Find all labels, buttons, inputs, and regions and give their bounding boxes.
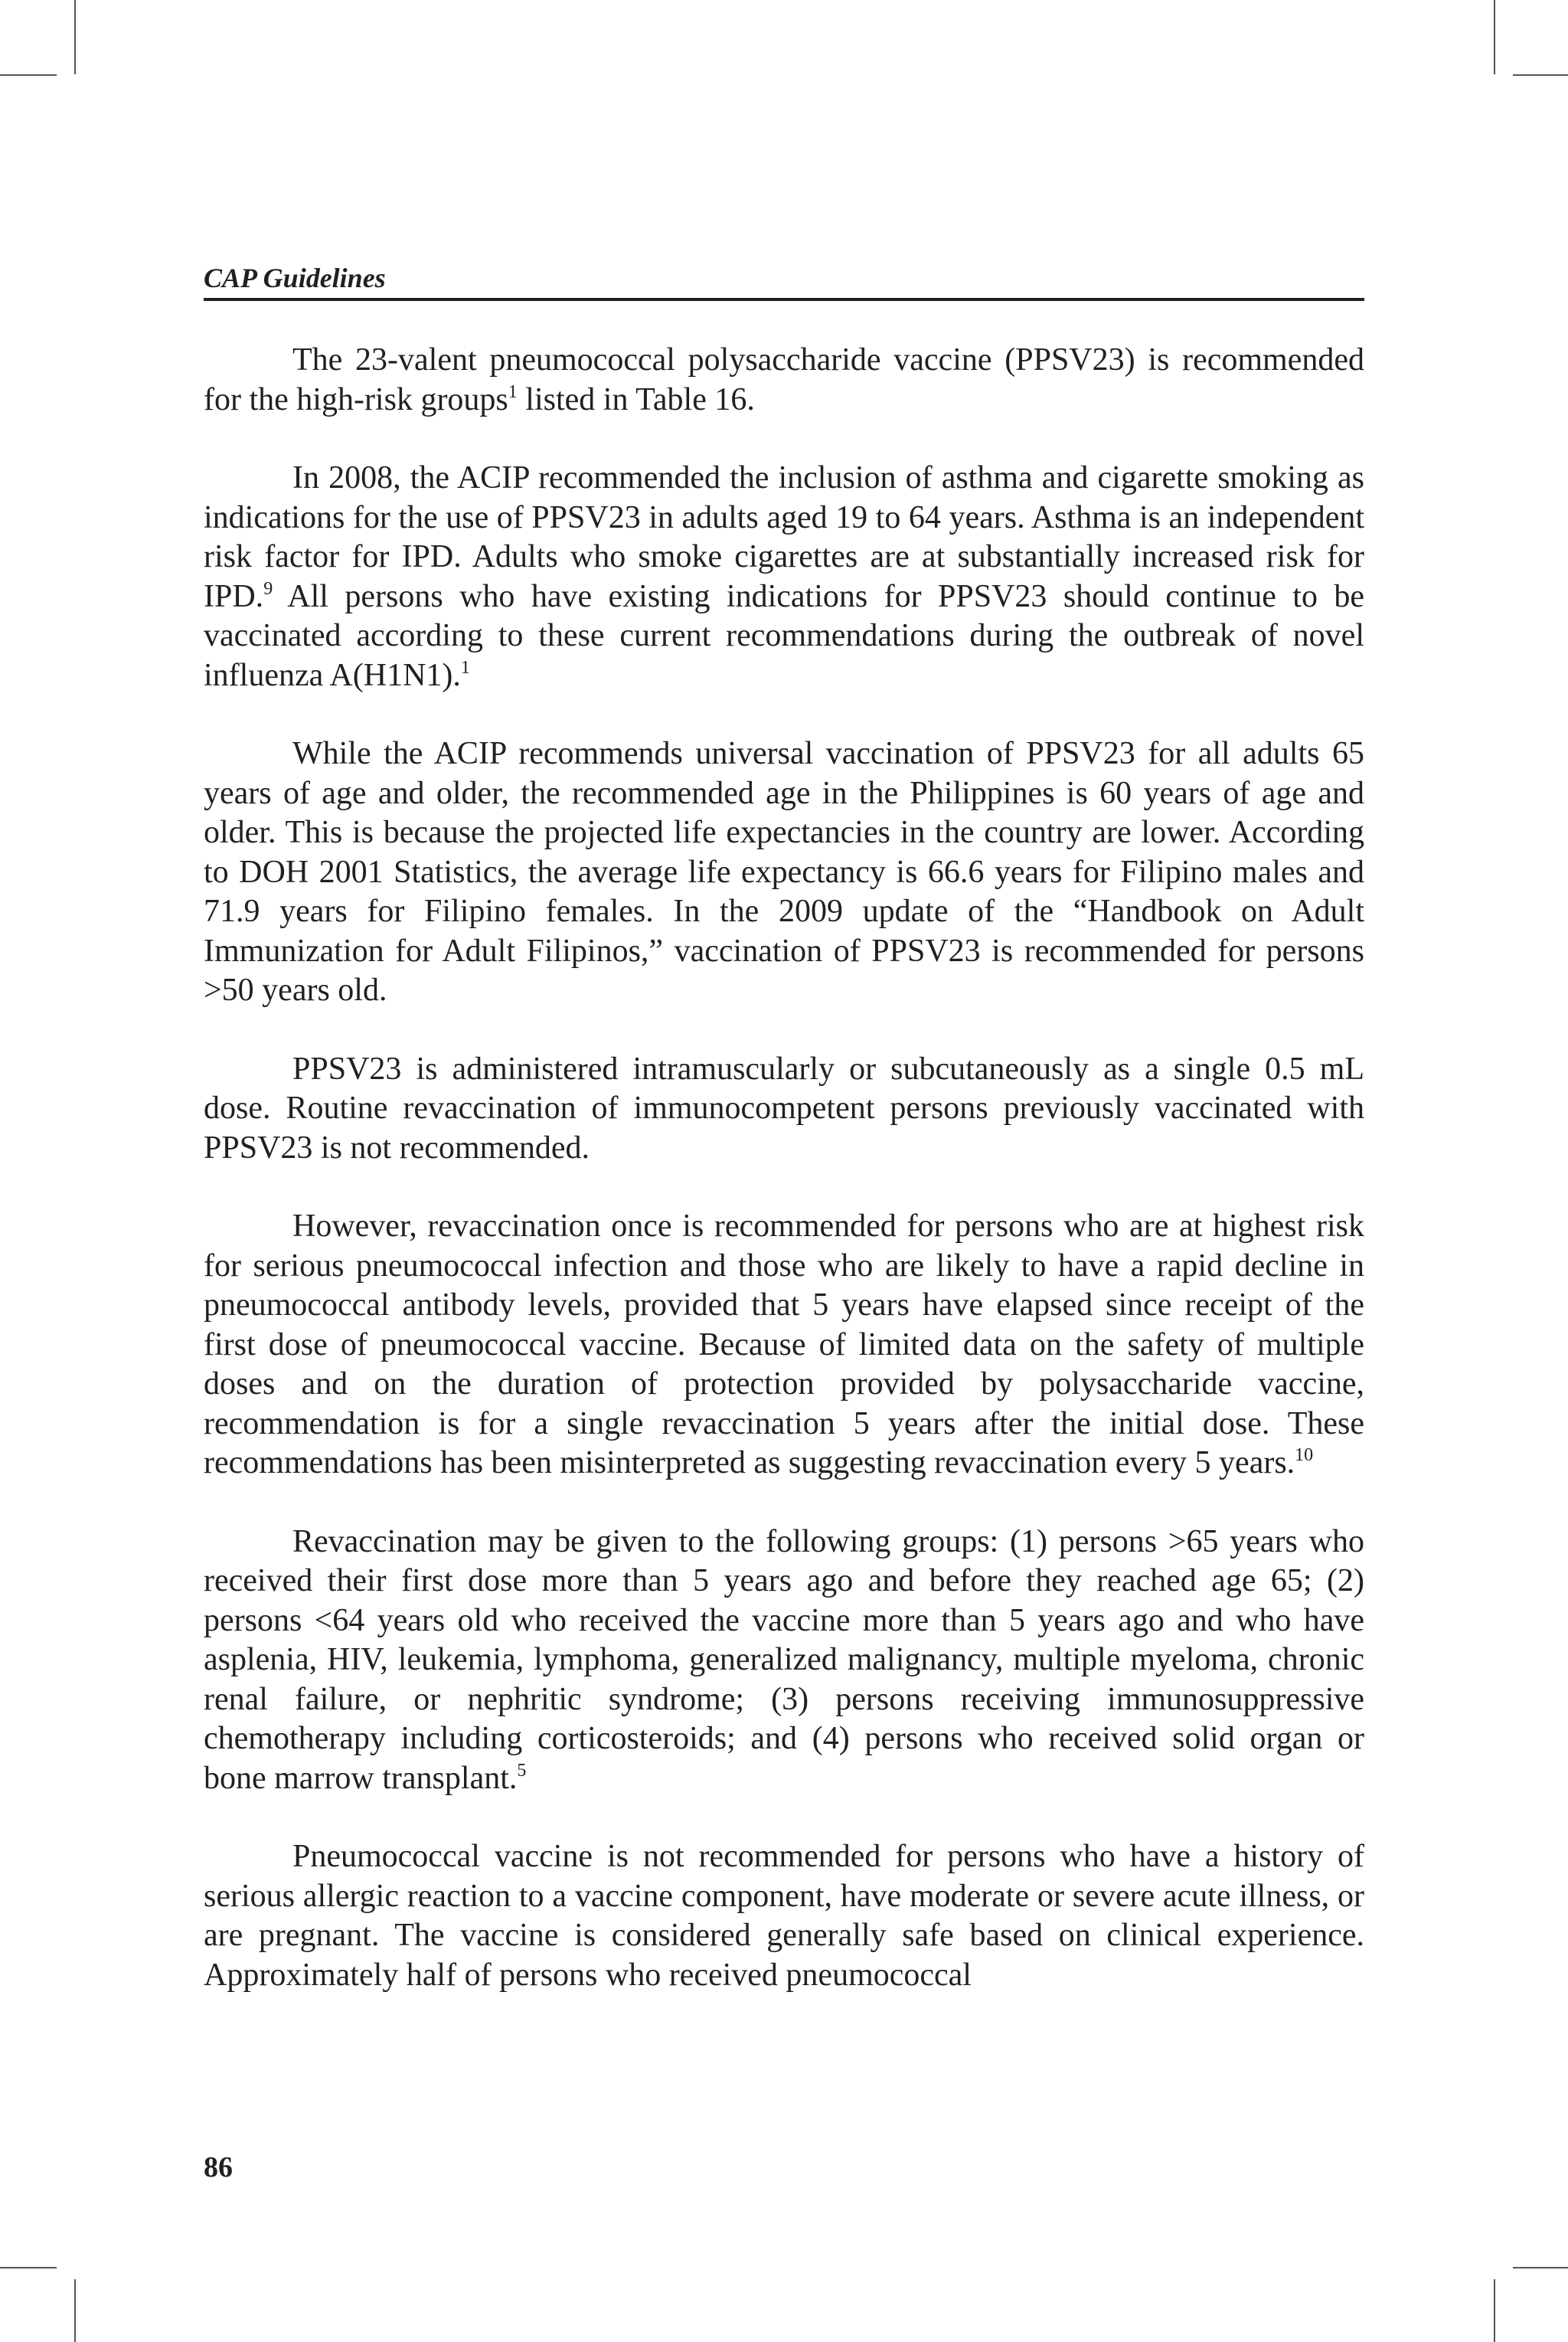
paragraph-text: While the ACIP recommends universal vaccination of PPSV23 for all adults 65 years of age and older, the recommended age in the Philippines is 60 years of age and older. This is because the projected life expectancies in the country are lower. According to DOH 2001 Statistics, the average life expectancy is 66.6 years for Filipino males and 71.9 years for Filipino females. In the 2009 update of the “Handbook on Adult Immunization for Adult Filipinos,” vaccination of PPSV23 is recommended for persons >50 years old. bbox=[204, 736, 1364, 1008]
paragraph-text: However, revaccination once is recommended for persons who are at highest risk for serious pneumococcal infection and those who are likely to have a rapid decline in pneumococcal antibody levels, provided that 5 years have elapsed since receipt of the first dose of pneumococcal vaccine. Because of limited data on the safety of multiple doses and on the duration of protection provided by polysaccharide vaccine, recommendation is for a single revaccination 5 years after the initial dose. These recommendations has been misinterpreted as suggesting revaccination every 5 years. bbox=[204, 1209, 1364, 1480]
crop-mark-top-right-horizontal bbox=[1513, 74, 1568, 76]
citation-marker: 9 bbox=[263, 578, 273, 599]
crop-mark-bottom-left-vertical bbox=[74, 2279, 76, 2342]
paragraph bbox=[204, 1207, 1364, 1483]
header-rule bbox=[204, 298, 1364, 301]
citation-marker: 10 bbox=[1295, 1445, 1314, 1465]
crop-mark-top-left-vertical bbox=[74, 0, 76, 74]
citation-marker: 1 bbox=[508, 381, 518, 402]
running-head: CAP Guidelines bbox=[204, 263, 386, 293]
paragraph bbox=[204, 734, 1364, 1011]
page-number: 86 bbox=[204, 2151, 233, 2183]
paragraph-text: The 23-valent pneumococcal polysaccharide vaccine (PPSV23) is recommended for the high-risk groups bbox=[204, 342, 1364, 417]
paragraph-text: Pneumococcal vaccine is not recommended for persons who have a history of serious allergic reaction to a vaccine component, have moderate or severe acute illness, or are pregnant. The vaccine is considered generally safe based on clinical experience. Approximately half of persons who received pneumococcal bbox=[204, 1839, 1364, 1993]
crop-mark-top-right-vertical bbox=[1494, 0, 1495, 74]
crop-mark-bottom-left-horizontal bbox=[0, 2267, 57, 2268]
paragraph-text: In 2008, the ACIP recommended the inclusion of asthma and cigarette smoking as indications for the use of PPSV23 in adults aged 19 to 64 years. Asthma is an independent risk factor for IPD. Adults who smoke cigarettes are at substantially increased risk for IPD. bbox=[204, 460, 1364, 614]
paragraph bbox=[204, 1837, 1364, 1995]
body-text bbox=[204, 341, 1364, 2034]
citation-marker: 1 bbox=[460, 657, 470, 678]
paragraph-text: Revaccination may be given to the following groups: (1) persons >65 years who received their first dose more than 5 years ago and before they reached age 65; (2) persons <64 years old who received the vaccine more than 5 years ago and who have asplenia, HIV, leukemia, lymphoma, generalized malignancy, multiple myeloma, chronic renal failure, or nephritic syndrome; (3) persons receiving immunosuppressive chemotherapy including corticosteroids; and (4) persons who received solid organ or bone marrow transplant. bbox=[204, 1523, 1364, 1796]
crop-mark-bottom-right-horizontal bbox=[1513, 2267, 1568, 2268]
paragraph bbox=[204, 341, 1364, 420]
paragraph bbox=[204, 1523, 1364, 1799]
paragraph bbox=[204, 459, 1364, 695]
paragraph bbox=[204, 1050, 1364, 1169]
crop-mark-bottom-right-vertical bbox=[1494, 2279, 1495, 2342]
paragraph-text: listed in Table 16. bbox=[517, 381, 755, 417]
citation-marker: 5 bbox=[517, 1760, 527, 1781]
paragraph-text: All persons who have existing indications for PPSV23 should continue to be vaccinated according to these current recommendations during the outbreak of novel influenza A(H1N1). bbox=[204, 578, 1364, 693]
crop-mark-top-left-horizontal bbox=[0, 74, 57, 76]
paragraph-text: PPSV23 is administered intramuscularly or subcutaneously as a single 0.5 mL dose. Routine revaccination of immunocompetent persons previously vaccinated with PPSV23 is not recommended. bbox=[204, 1051, 1364, 1166]
